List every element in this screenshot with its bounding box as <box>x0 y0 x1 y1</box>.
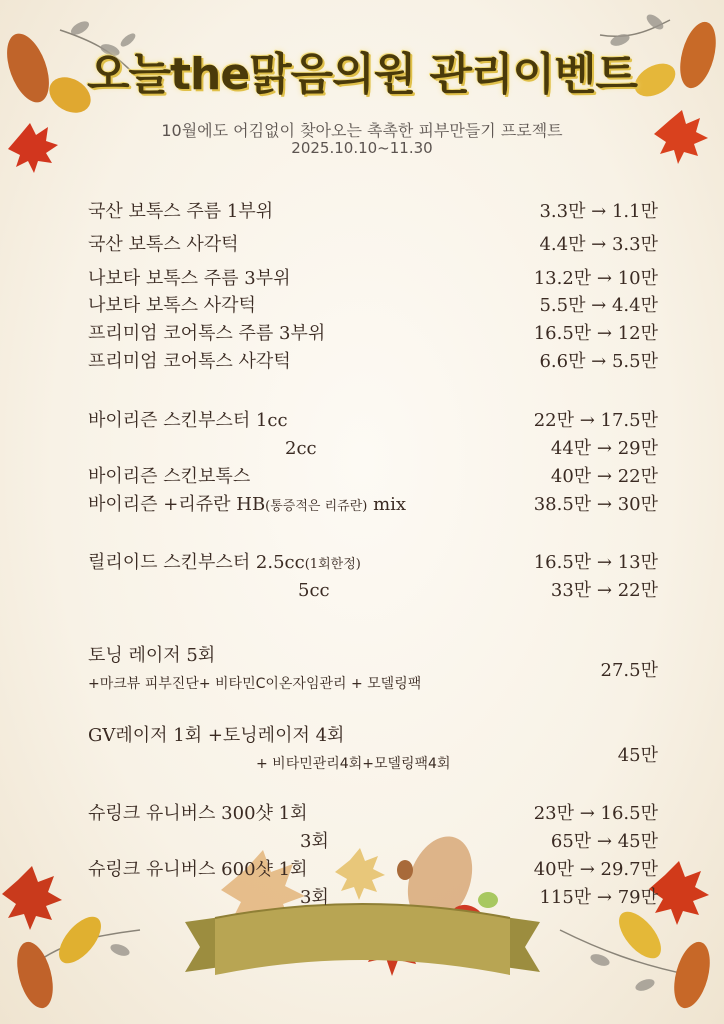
item-name: 국산 보톡스 주름 1부위 <box>88 201 274 222</box>
item-price: 3.3만 → 1.1만 <box>539 201 658 222</box>
list-item <box>0 463 724 491</box>
list-item <box>0 549 724 577</box>
toning-price-row <box>0 657 724 685</box>
list-item <box>0 435 724 463</box>
list-item <box>0 407 724 435</box>
item-price: 40만 → 29.7만 <box>533 859 658 880</box>
item-price: 65만 → 45만 <box>550 831 658 852</box>
list-item <box>0 491 724 519</box>
item-name: 2cc <box>285 438 317 459</box>
item-name: 3회 <box>300 887 329 908</box>
item-name: 바이리즌 스킨보톡스 <box>88 466 251 487</box>
item-name-main: 릴리이드 스킨부스터 2.5cc <box>88 552 305 573</box>
item-price: 45만 <box>617 745 658 766</box>
item-price: 23만 → 16.5만 <box>533 803 658 824</box>
item-name-paren: (통증적은 리쥬란) <box>265 499 368 514</box>
item-price: 16.5만 → 13만 <box>533 552 658 573</box>
item-price: 13.2만 → 10만 <box>533 268 658 289</box>
item-price: 22만 → 17.5만 <box>533 410 658 431</box>
list-item <box>0 577 724 605</box>
item-name: 슈링크 유니버스 600샷 1회 <box>88 859 308 880</box>
item-name: 슈링크 유니버스 300샷 1회 <box>88 803 308 824</box>
list-item <box>0 320 724 348</box>
list-item <box>0 800 724 828</box>
item-name-note: (1회한정) <box>304 557 361 572</box>
list-item <box>0 265 724 293</box>
item-name: GV레이저 1회 +토닝레이저 4회 <box>88 725 345 746</box>
item-price: 33만 → 22만 <box>550 580 658 601</box>
ribbon-banner <box>185 904 540 975</box>
item-note: + 비타민관리4회+모델링팩4회 <box>256 756 451 772</box>
item-price: 40만 → 22만 <box>550 466 658 487</box>
item-price: 38.5만 → 30만 <box>533 494 658 515</box>
item-price: 44만 → 29만 <box>550 438 658 459</box>
item-name-main: 바이리즌 +리쥬란 HB <box>88 494 266 515</box>
list-item <box>0 231 724 259</box>
item-price: 115만 → 79만 <box>539 887 658 908</box>
list-item <box>0 292 724 320</box>
item-name <box>88 491 406 521</box>
item-name: 프리미엄 코어톡스 주름 3부위 <box>88 323 326 344</box>
list-item <box>0 198 724 226</box>
list-item <box>0 856 724 884</box>
page-title: 오늘the맑음의원 관리이벤트 <box>86 49 638 100</box>
item-name: 나보타 보톡스 사각턱 <box>88 295 256 316</box>
item-price: 16.5만 → 12만 <box>533 323 658 344</box>
item-name: 프리미엄 코어톡스 사각턱 <box>88 351 291 372</box>
list-item <box>0 348 724 376</box>
item-name: 3회 <box>300 831 329 852</box>
item-price: 27.5만 <box>600 660 658 681</box>
item-price: 4.4만 → 3.3만 <box>539 234 658 255</box>
item-price: 5.5만 → 4.4만 <box>539 295 658 316</box>
page-subtitle: 10월에도 어김없이 찾아오는 촉촉한 피부만들기 프로젝트 <box>161 121 563 140</box>
item-name: 나보타 보톡스 주름 3부위 <box>88 268 291 289</box>
gv-price-row <box>0 742 724 770</box>
item-name: 토닝 레이저 5회 <box>88 645 216 666</box>
item-name <box>88 549 361 579</box>
item-name: 5cc <box>298 580 330 601</box>
list-item <box>0 884 724 912</box>
item-name: 바이리즌 스킨부스터 1cc <box>88 410 288 431</box>
event-dates: 2025.10.10~11.30 <box>291 139 433 157</box>
list-item <box>0 828 724 856</box>
item-price: 6.6만 → 5.5만 <box>539 351 658 372</box>
item-name: 국산 보톡스 사각턱 <box>88 234 239 255</box>
item-note: +마크뷰 피부진단+ 비타민C이온자임관리 + 모델링팩 <box>88 676 422 692</box>
item-name-tail: mix <box>367 494 407 515</box>
